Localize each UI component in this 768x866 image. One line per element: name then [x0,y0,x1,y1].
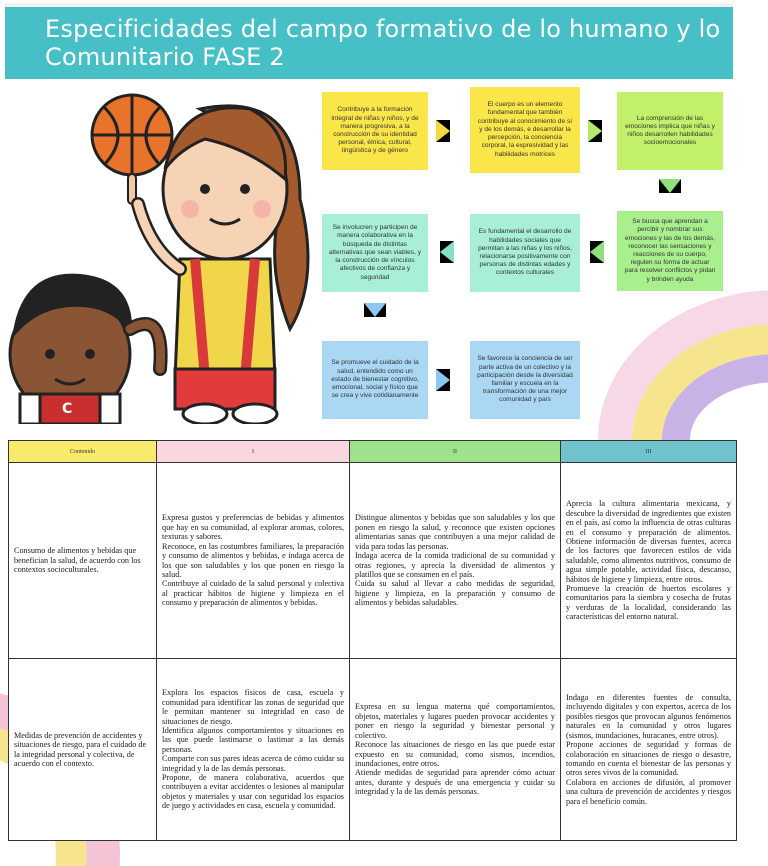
flow-box-health: Se promueve el cuidado de la salud, entendido como un estado de bienestar cognitivo, emocional, social y físico que se crea y vive cotidianamente [322,341,428,419]
flow-box-emotions: La comprensión de las emociones implica que niñas y niños desarrollen habilidades socioemocionales [617,92,723,170]
grade-1-cell: Explora los espacios físicos de casa, escuela y comunidad para identificar las zonas de seguridad que le permitan mantener su integridad en caso de situaciones de riesgo. Identifica algunos comportamientos y situaciones en las que puede lastimarse o lastimar a las demás personas. Comparte con sus pares ideas acerca de cómo cuidar su integridad y la de las demás personas. Propone, de manera colaborativa, acuerdos que contribuyen a evitar accidentes o lesiones al manipular objetos y materiales y usar con seguridad los espacios de juego y actividades en casa, escuela y comunidad. [157,659,350,841]
header-grade-2: II [350,441,561,463]
jersey-letter: C [62,401,73,417]
arrow-down-icon [659,179,681,193]
content-cell: Consumo de alimentos y bebidas que benefician la salud, de acuerdo con los contextos socioculturales. [9,463,157,659]
table-header-row [9,441,737,463]
flow-box-identity: Contribuye a la formación integral de niñas y niños, y de manera progresiva, a la construcción de su identidad personal, étnica, cultural, lingüística y de género [322,92,428,170]
flow-box-regulation: Se busca que aprendan a percibir y nombrar sus emociones y las de los demás, reconocer las sensaciones y reacciones de su cuerpo, regulen su forma de actuar para resolver conflictos y pidan y brinden ayuda [617,211,723,291]
arrow-right-icon [436,120,450,142]
table-row [9,659,737,841]
arrow-right-icon [588,120,602,142]
grade-2-cell: Expresa en su lengua materna qué comportamientos, objetos, materiales y lugares pueden provocar accidentes y poner en riesgo la seguridad y bienestar personal y colectivo. Reconoce las situaciones de riesgo en las que puede estar expuesto en su comunidad, como sismos, incendios, inundaciones, entre otros. Atiende medidas de seguridad para aprender cómo actuar antes, durante y después de una emergencia y cuidar su integridad y la de las demás personas. [350,659,561,841]
flow-box-body: El cuerpo es un elemento fundamental que también contribuye al conocimiento de sí y de los demás, e desarrollar la percepción, la conciencia corporal, la expresividad y las habilidades motrices [470,87,580,173]
arrow-right-icon [436,369,450,391]
grade-3-cell: Aprecia la cultura alimentaria mexicana, y descubre la diversidad de ingredientes que existen en el país, así como la influencia de otras culturas en el consumo y preparación de alimentos. Obtiene información de diversas fuentes, acerca de los factores que favorecen estilos de vida saludable, como alimentos nutritivos, consumo de agua simple potable, actividad física, descanso, hábitos de higiene y limpieza, entre otros. Promueve la creación de huertos escolares y comunitarios para la siembra y cosecha de frutas y verduras de la localidad, considerando las características del entorno natural. [561,463,737,659]
page-title: Especificidades del campo formativo de lo humano y lo Comunitario FASE 2 [45,15,721,71]
children-illustration [0,79,330,424]
arrow-left-icon [590,241,604,263]
content-cell: Medidas de prevención de accidentes y situaciones de riesgo, para el cuidado de la integridad personal y colectiva, de acuerdo con el contexto. [9,659,157,841]
header-grade-3: III [561,441,737,463]
arrow-left-icon [440,241,454,263]
grade-1-cell: Expresa gustos y preferencias de bebidas y alimentos que hay en su comunidad, al explorar aromas, colores, texturas y sabores. Reconoce, en las costumbres familiares, la preparación y consumo de alimentos y bebidas, e indaga acerca de los que son saludables y los que ponen en riesgo la salud. Contribuye al cuidado de la salud personal y colectiva al practicar hábitos de higiene y limpieza en el consumo y preparación de alimentos y bebidas. [157,463,350,659]
arrow-down-icon [364,303,386,317]
header-grade-1: I [157,441,350,463]
flow-box-collaboration: Se involucren y participen de manera colaborativa en la búsqueda de distintas alternativas que sean viables, y la construcción de vínculos afectivos de confianza y seguridad [322,214,428,292]
grade-2-cell: Distingue alimentos y bebidas que son saludables y los que ponen en riesgo la salud, y reconoce que existen opciones alimentarias sanas que contribuyen a una mejor calidad de vida para todas las personas. Indaga acerca de la comida tradicional de su comunidad y otras regiones, y aprecia la diversidad de alimentos y platillos que se consumen en el país. Cuida su salud al llevar a cabo medidas de seguridad, higiene y limpieza, en la preparación y consumo de alimentos y bebidas saludables. [350,463,561,659]
curriculum-table [8,440,737,841]
page-header-banner [5,3,733,79]
infographic [0,79,768,424]
grade-3-cell: Indaga en diferentes fuentes de consulta, incluyendo digitales y con expertos, acerca de los posibles riesgos que provocan algunos fenómenos naturales en la comunidad y otros lugares (sismos, inundaciones, huracanes, entre otros). Propone acciones de seguridad y formas de colaboración en situaciones de riesgo o desastre, tomando en cuenta el bienestar de las personas y otros seres vivos de la comunidad. Colabora en acciones de difusión, al promover una cultura de prevención de accidentes y riesgos para el beneficio común. [561,659,737,841]
flow-box-social-skills: Es fundamental el desarrollo de habilidades sociales que permitan a las niñas y los niños, relacionarse positivamente con personas de distintas edades y contextos culturales [470,214,580,292]
header-contenido: Contenido [9,441,157,463]
flow-box-community: Se favorece la conciencia de ser parte activa de un colectivo y la participación desde la diversidad familiar y escuela en la transformación de una mejor comunidad y país [470,341,580,419]
table-row [9,463,737,659]
